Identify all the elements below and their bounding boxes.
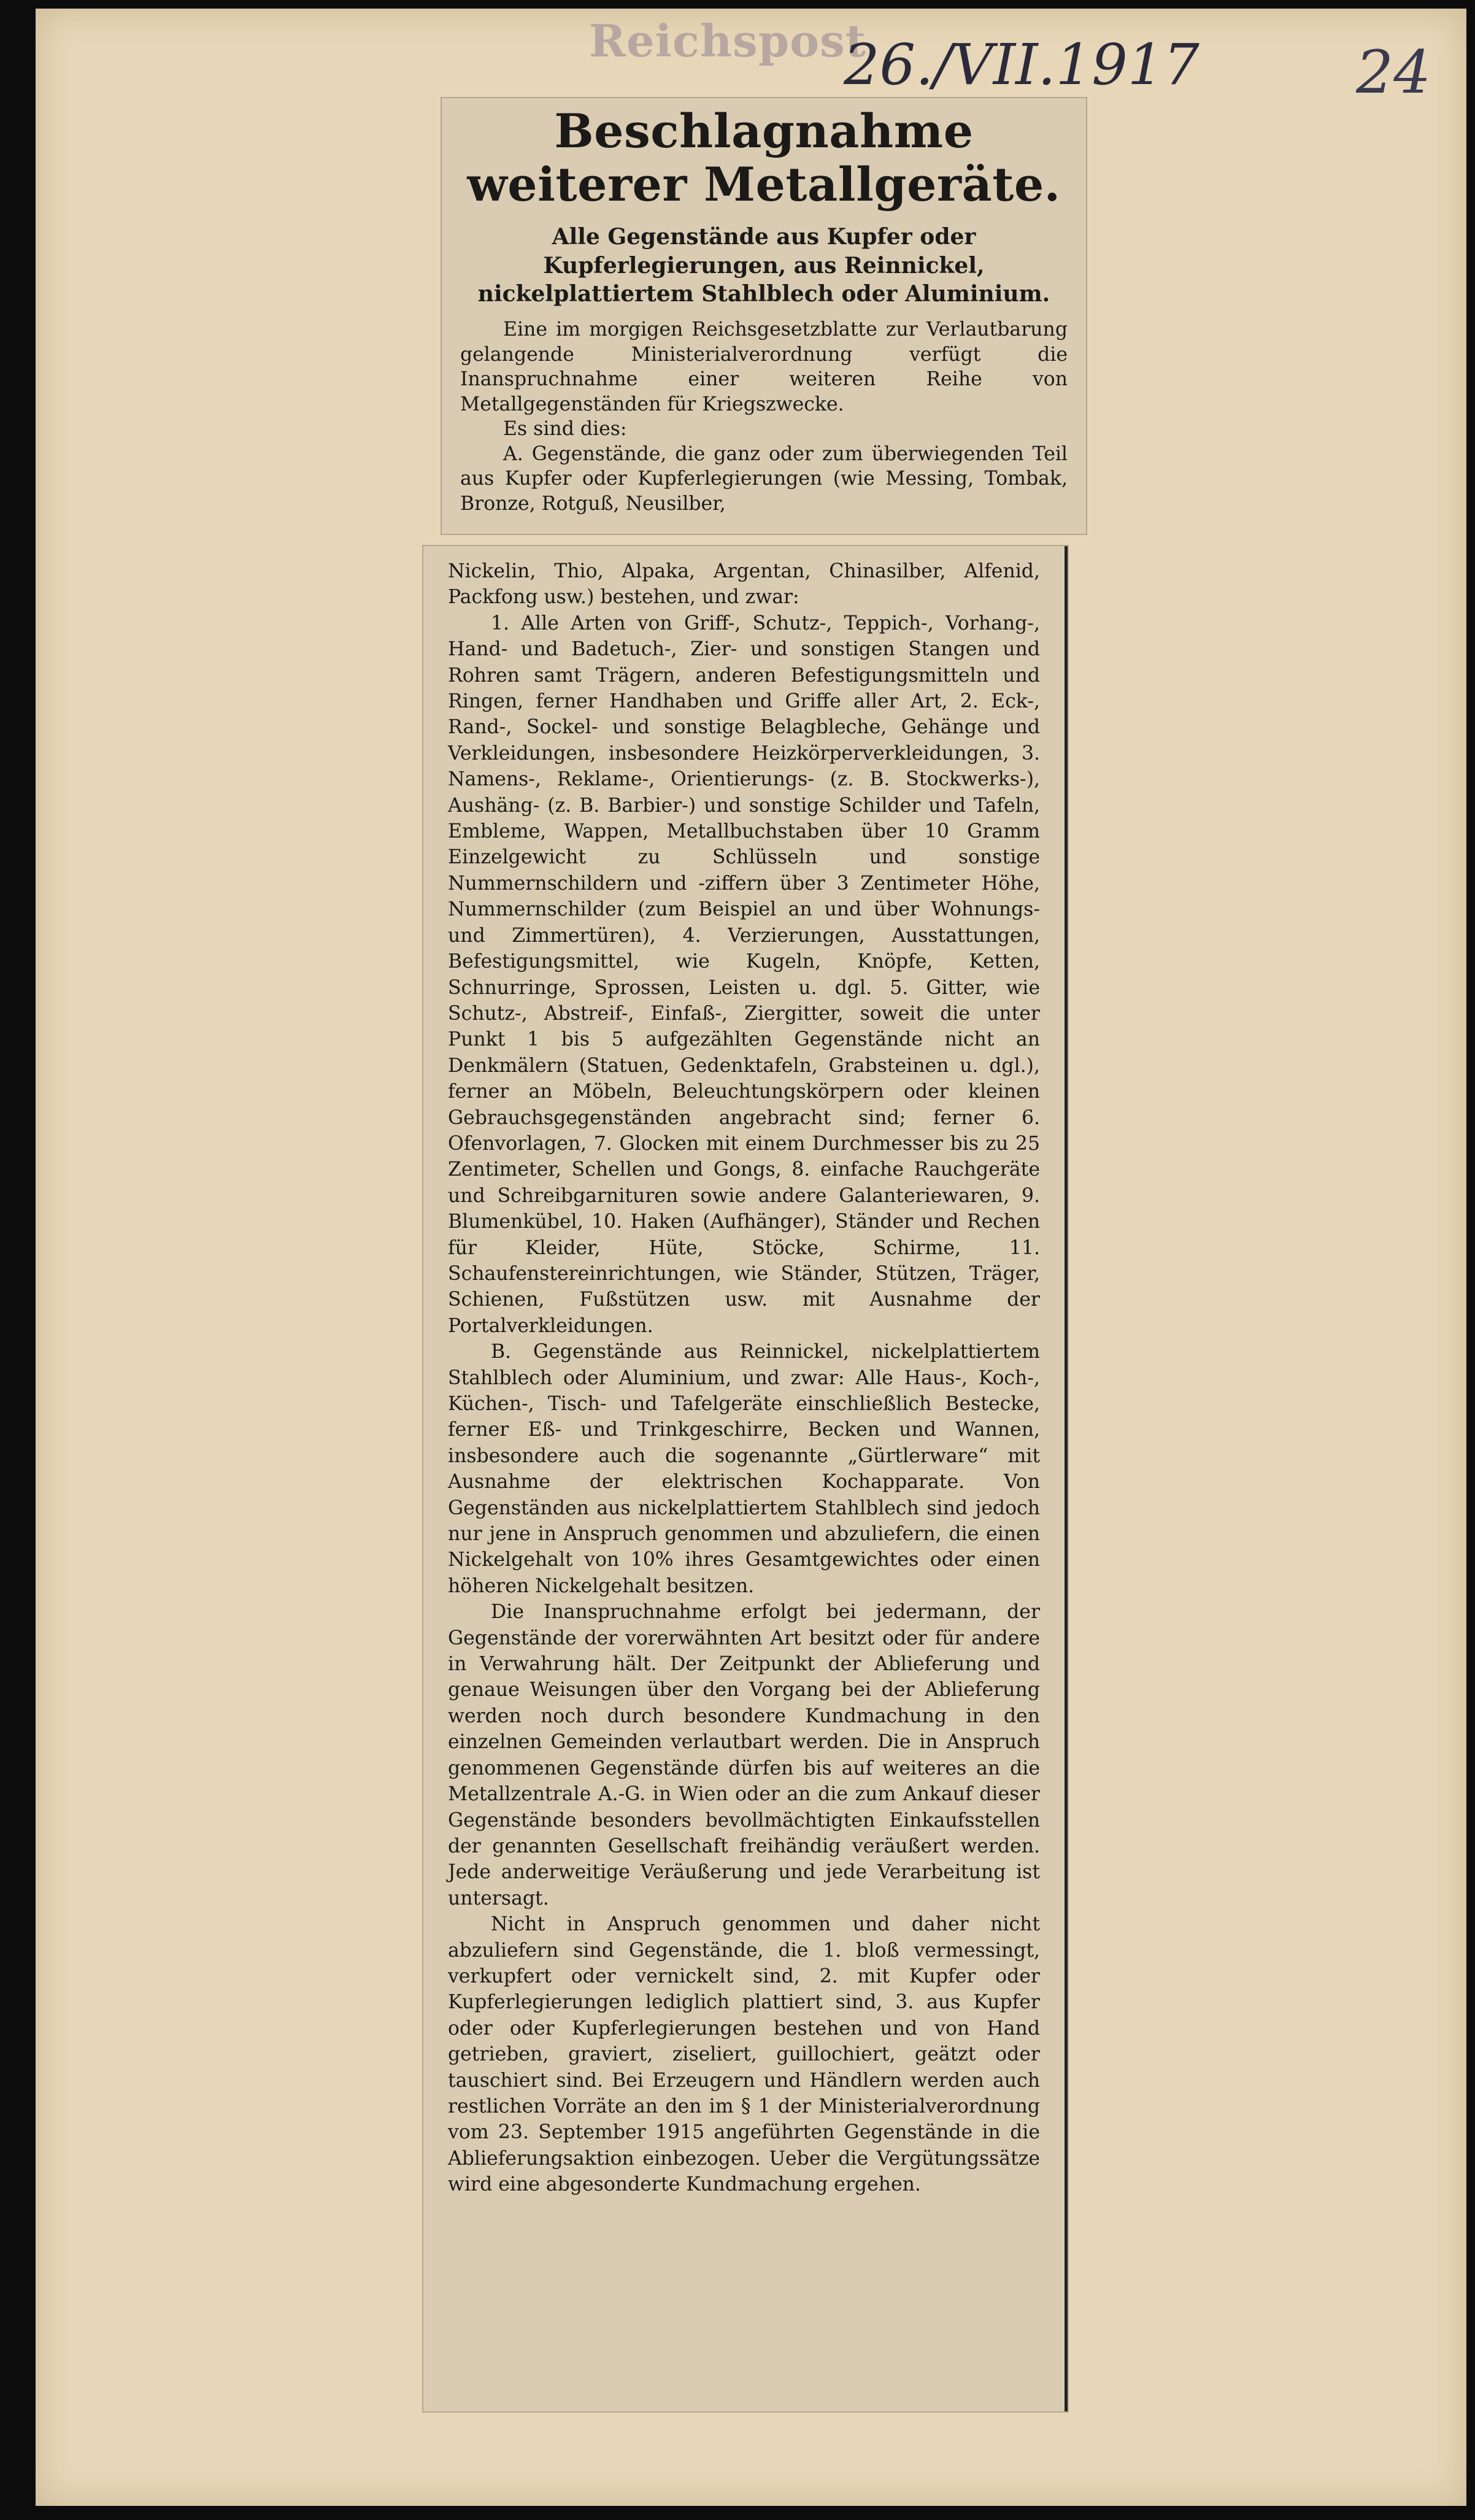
paragraph-section-a-start: A. Gegenstände, die ganz oder zum überwiegenden Teil aus Kupfer oder Kupferlegierungen (wie Messing, Tombak, Bronze, Rotguß, Neusilber, (460, 442, 1068, 515)
paragraph-section-a-items: 1. Alle Arten von Griff-, Schutz-, Teppich-, Vorhang-, Hand- und Badetuch-, Zier- und sonstigen Stangen und Rohren samt Trägern, anderen Befestigungsmitteln und Ringen, ferner Handhaben und Griffe aller Art, 2. Eck-, Rand-, Sockel- und sonstige Belagbleche, Gehänge und Verkleidungen, insbesondere Heizkörperverkleidungen, 3. Namens-, Reklame-, Orientierungs- (z. B. Stockwerks-), Aushäng- (z. B. Barbier-) und sonstige Schilder und Tafeln, Embleme, Wappen, Metallbuchstaben über 10 Gramm Einzelgewicht zu Schlüsseln und sonstige Nummernschildern und -ziffern über 3 Zentimeter Höhe, Nummernschilder (zum Beispiel an und über Wohnungs- und Zimmertüren), 4. Verzierungen, Ausstattungen, Befestigungsmittel, wie Kugeln, Knöpfe, Ketten, Schnurringe, Sprossen, Leisten u. dgl. 5. Gitter, wie Schutz-, Abstreif-, Einfaß-, Ziergitter, soweit die unter Punkt 1 bis 5 aufgezählten Gegenstände nicht an Denkmälern (Statuen, Gedenktafeln, Grabsteinen u. dgl.), ferner an Möbeln, Beleuchtungskörpern oder kleinen Gebrauchsgegenständen angebracht sind; ferner 6. Ofenvorlagen, 7. Glocken mit einem Durchmesser bis zu 25 Zentimeter, Schellen und Gongs, 8. einfache Rauchgeräte und Schreibgarnituren sowie andere Galanteriewaren, 9. Blumenkübel, 10. Haken (Aufhänger), Ständer und Rechen für Kleider, Hüte, Stöcke, Schirme, 11. Schaufenstereinrichtungen, wie Ständer, Stützen, Träger, Schienen, Fußstützen usw. mit Ausnahme der Portalverkleidungen. (448, 612, 1040, 1337)
clipping-top (442, 98, 1086, 534)
article-title: Beschlagnahme weiterer Metallgeräte. (467, 104, 1061, 212)
paragraph-procedure: Die Inanspruchnahme erfolgt bei jedermann, der Gegenstände der vorerwähnten Art besitzt oder für andere in Verwahrung hält. Der Zeitpunkt der Ablieferung und genaue Weisungen über den Vorgang bei der Ablieferung werden noch durch besondere Kundmachung in den einzelnen Gemeinden verlautbart werden. Die in Anspruch genommenen Gegenstände dürfen bis auf weiteres an die Metallzentrale A.-G. in Wien oder an die zum Ankauf dieser Gegenstände besonders bevollmächtigten Einkaufsstellen der genannten Gesellschaft freihändig veräußert werden. Jede anderweitige Veräußerung und jede Verarbeitung ist untersagt. (448, 1601, 1040, 1909)
paragraph-exceptions: Nicht in Anspruch genommen und daher nicht abzuliefern sind Gegenstände, die 1. bloß vermessingt, verkupfert oder vernickelt sind, 2. mit Kupfer oder Kupferlegierungen lediglich plattiert sind, 3. aus Kupfer oder oder Kupferlegierungen bestehen und von Hand getrieben, graviert, ziseliert, guillochiert, geätzt oder tauschiert sind. Bei Erzeugern und Händlern werden auch restlichen Vorräte an den im § 1 der Ministerialverordnung vom 23. September 1915 angeführten Gegenstände in die Ablieferungsaktion einbezogen. Ueber die Vergütungssätze wird eine abgesonderte Kundmachung ergehen. (448, 1913, 1040, 2196)
page-number: 24 (1356, 38, 1431, 107)
paragraph-section-b: B. Gegenstände aus Reinnickel, nickelplattiertem Stahlblech oder Aluminium, und zwar: Alle Haus-, Koch-, Küchen-, Tisch- und Tafelgeräte einschließlich Bestecke, ferner Eß- und Trinkgeschirre, Becken und Wannen, insbesondere auch die sogenannte „Gürtlerware“ mit Ausnahme der elektrischen Kochapparate. Von Gegenständen aus nickelplattiertem Stahlblech sind jedoch nur jene in Anspruch genommen und abzuliefern, die einen Nickelgehalt von 10% ihres Gesamtgewichtes oder einen höheren Nickelgehalt besitzen. (448, 1341, 1040, 1597)
paragraph-list-intro: Es sind dies: (503, 418, 627, 441)
article-subtitle: Alle Gegenstände aus Kupfer oder Kupferlegierungen, aus Reinnickel, nickelplattiertem Stahlblech oder Aluminium. (477, 223, 1050, 307)
paragraph-section-a-cont: Nickelin, Thio, Alpaka, Argentan, Chinasilber, Alfenid, Packfong usw.) bestehen, und zwar: (448, 560, 1040, 609)
handwritten-date: 26./VII.1917 (844, 32, 1200, 98)
clipping-bottom (423, 546, 1068, 2411)
paragraph-intro: Eine im morgigen Reichsgesetzblatte zur Verlautbarung gelangende Ministerialverordnung verfügt die Inanspruchnahme einer weiteren Reihe von Metallgegenständen für Kriegszwecke. (460, 318, 1068, 415)
newspaper-stamp: Reichspost (589, 15, 866, 67)
